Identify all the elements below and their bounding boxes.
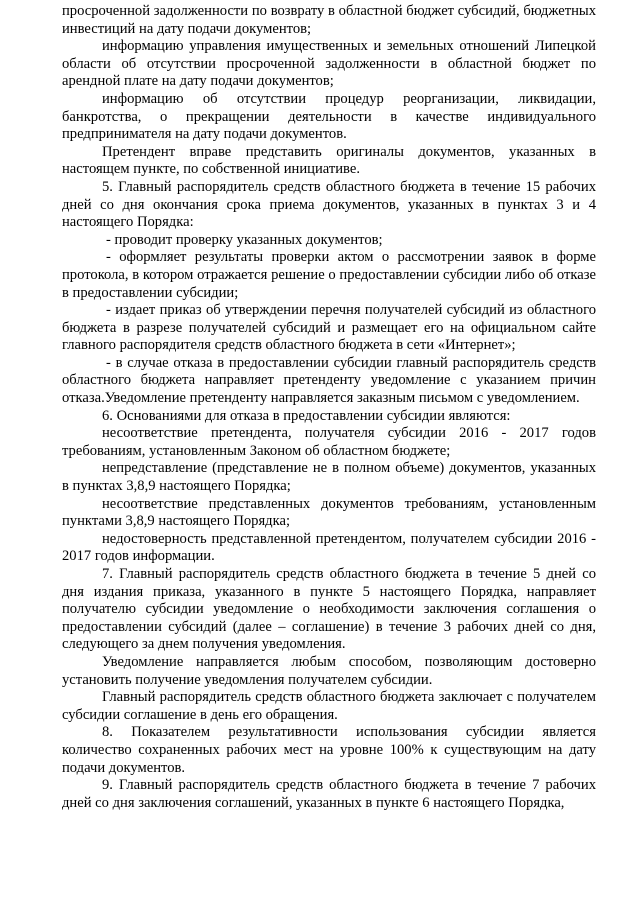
paragraph-item-7: 7. Главный распорядитель средств областного бюджета в течение 5 дней со дня издания приказа, указанного в пункте 5 настоящего Порядка, направляет получателю субсидии уведомление о необходимости заключения соглашения о предоставлении субсидий (далее – соглашение) в течение 3 рабочих дней со дня, следующего за днем получения уведомления.: [62, 566, 596, 653]
paragraph-item-8: 8. Показателем результативности использования субсидии является количество сохраненных рабочих мест на уровне 100% к существующим на дату подачи документов.: [62, 724, 596, 776]
list-item-refusal-notice: - в случае отказа в предоставлении субсидии главный распорядитель средств областного бюджета направляет претенденту уведомление с указанием причин отказа.Уведомление претенденту направляется заказным письмом с уведомлением.: [62, 354, 596, 407]
paragraph-noncompliance: несоответствие претендента, получателя субсидии 2016 - 2017 годов требованиям, установленным Законом об областном бюджете;: [62, 425, 596, 459]
paragraph-originals-right: Претендент вправе представить оригиналы документов, указанных в настоящем пункте, по собственной инициативе.: [62, 143, 596, 178]
list-item-check-documents: - проводит проверку указанных документов;: [106, 231, 383, 248]
paragraph-agreement-signing: Главный распорядитель средств областного бюджета заключает с получателем субсидии соглашение в день его обращения.: [62, 689, 596, 723]
paragraph-property-info: информацию управления имущественных и земельных отношений Липецкой области об отсутствии просроченной задолженности в областной бюджет по арендной плате на дату подачи документов;: [62, 38, 596, 90]
paragraph-notice-delivery: Уведомление направляется любым способом, позволяющим достоверно установить получение уведомления получателем субсидии.: [62, 653, 596, 688]
paragraph-no-liquidation-info: информацию об отсутствии процедур реорганизации, ликвидации, банкротства, о прекращении деятельности в качестве индивидуального предпринимателя на дату подачи документов.: [62, 90, 596, 143]
paragraph-document-mismatch: несоответствие представленных документов требованиям, установленным пунктами 3,8,9 настоящего Порядка;: [62, 495, 596, 530]
list-item-order: - издает приказ об утверждении перечня получателей субсидий из областного бюджета в разрезе получателей субсидий и размещает его на официальном сайте главного распорядителя средств областного бюджета в сети «Интернет»;: [62, 302, 596, 354]
paragraph-nonsubmission: непредставление (представление не в полном объеме) документов, указанных в пунктах 3,8,9 настоящего Порядка;: [62, 460, 596, 495]
list-item-protocol: - оформляет результаты проверки актом о рассмотрении заявок в форме протокола, в котором отражается решение о предоставлении субсидии либо об отказе в предоставлении субсидии;: [62, 249, 596, 301]
paragraph-item-9: 9. Главный распорядитель средств областного бюджета в течение 7 рабочих дней со дня заключения соглашений, указанных в пункте 6 настоящего Порядка,: [62, 777, 596, 811]
paragraph-overdue-debt: просроченной задолженности по возврату в областной бюджет субсидий, бюджетных инвестиций на дату подачи документов;: [62, 3, 596, 37]
paragraph-item-6: 6. Основаниями для отказа в предоставлении субсидии являются:: [102, 407, 511, 424]
paragraph-false-information: недостоверность представленной претендентом, получателем субсидии 2016 - 2017 годов информации.: [62, 530, 596, 565]
document-body: [62, 3, 596, 812]
paragraph-item-5: 5. Главный распорядитель средств областного бюджета в течение 15 рабочих дней со дня окончания срока приема документов, указанных в пунктах 3 и 4 настоящего Порядка:: [62, 178, 596, 231]
